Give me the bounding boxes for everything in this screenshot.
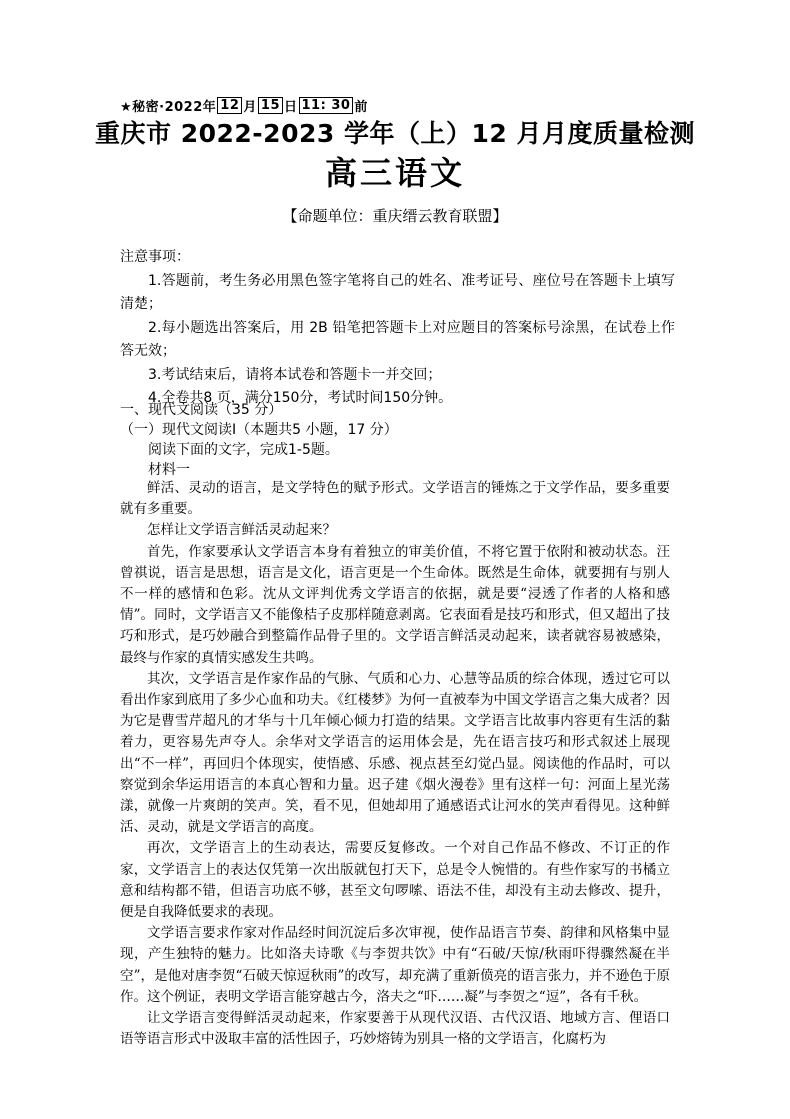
secret-day: 15 [258,97,283,114]
passage-paragraph: 首先，作家要承认文学语言本身有着独立的审美价值，不将它置于依附和被动状态。汪曾祺说，语言是思想，语言是文化，语言更是一个生命体。既然是生命体，就要拥有与别人不一样的感情和色彩。沈从文评判优秀文学语言的依据，就是要“浸透了作者的人格和感情”。同时，文学语言又不能像桔子皮那样随意剥离。它表面看是技巧和形式，但又超出了技巧和形式，是巧妙融合到整篇作品骨子里的。文学语言鲜活灵动起来，读者就容易被感染，最终与作家的真情实感发生共鸣。 [120,543,670,666]
passage-paragraph: 让文学语言变得鲜活灵动起来，作家要善于从现代汉语、古代汉语、地域方言、俚语口语等语言形式中汲取丰富的活性因子，巧妙熔铸为别具一格的文学语言，化腐朽为 [120,1010,670,1048]
secret-month: 12 [217,97,242,114]
exam-title: 重庆市 2022-2023 学年（上）12 月月度质量检测 [95,119,695,148]
exam-notes [120,246,675,411]
secret-month-char: 月 [243,100,257,115]
passage-paragraph: 鲜活、灵动的语言，是文学特色的赋予形式。文学语言的锤炼之于文学作品，要多重要就有多重要。 [120,480,670,518]
exam-subject: 高三语文 [324,154,465,192]
subsection-heading: （一）现代文阅读Ⅰ（本题共5 小题，17 分） [120,422,398,438]
passage-paragraph: 其次，文学语言是作家作品的气脉、气质和心力、心慧等品质的综合体现，透过它可以看出作家到底用了多少心血和功夫。《红楼梦》为何一直被奉为中国文学语言之集大成者？因为它是曹雪芹超凡的才华与十几年倾心倾力打造的结果。文学语言比故事内容更有生活的黏着力，更容易先声夺人。余华对文学语言的运用体会是，先在语言技巧和形式叙述上展现出“不一样”，再回归个体现实，使悟感、乐感、视点甚至幻觉凸显。阅读他的作品时，可以察觉到余华运用语言的本真心智和力量。迟子建《烟火漫卷》里有这样一句：河面上星光荡漾，就像一片爽朗的笑声。笑，看不见，但她却用了通感语式让河水的笑声看得见。这种鲜活、灵动，就是文学语言的高度。 [120,670,670,836]
secret-year-char: 年 [202,100,217,115]
notes-item: 3.考试结束后，请将本试卷和答题卡一并交回； [148,366,442,383]
notes-item: 4.全卷共8 页，满分150分，考试时间150分钟。 [148,390,453,406]
reading-passage [120,478,670,1050]
notes-item: 1.答题前，考生务必用黑色签字笔将自己的姓名、准考证号、座位号在答题卡上填写清楚； [120,272,675,312]
notes-heading: 注意事项： [120,249,190,265]
notes-item: 2.每小题选出答案后，用 2B 铅笔把答题卡上对应题目的答案标号涂黑，在试卷上作答无效； [120,319,675,359]
passage-paragraph: 文学语言要求作家对作品经时间沉淀后多次审视，使作品语言节奏、韵律和风格集中显现，产生独特的魅力。比如洛夫诗歌《与李贺共饮》中有“石破/天惊/秋雨吓得骤然凝在半空”，是他对唐李贺“石破天惊逗秋雨”的改写，却充满了重新偾亮的语言张力，并不逊色于原作。这个例证，表明文学语言能穿越古今，洛夫之“吓……凝”与李贺之“逗”，各有千秋。 [120,925,670,1005]
reading-instruction: 阅读下面的文字，完成1-5题。 [148,442,339,458]
confidential-stamp [120,96,368,115]
secret-day-char: 日 [284,100,298,115]
passage-paragraph: 再次，文学语言上的生动表达，需要反复修改。一个对自己作品不修改、不订正的作家，文学语言上的表达仅凭第一次出版就包打天下，总是令人惋惜的。有些作家写的书橘立意和结构都不错，但语言功底不够，甚至文句啰嗦、语法不佳，却没有主动去修改、提升，便是自我降低要求的表现。 [120,840,670,921]
exam-unit: 【命题单位：重庆缙云教育联盟】 [282,207,508,225]
secret-suffix: 前 [354,100,368,115]
section-heading: 一、现代文阅读（35 分） [120,402,283,418]
passage-paragraph: 怎样让文学语言鲜活灵动起来？ [147,522,336,539]
secret-prefix: ★秘密·2022 [120,100,203,115]
material-label: 材料一 [148,462,190,478]
secret-time: 11: 30 [299,97,354,114]
